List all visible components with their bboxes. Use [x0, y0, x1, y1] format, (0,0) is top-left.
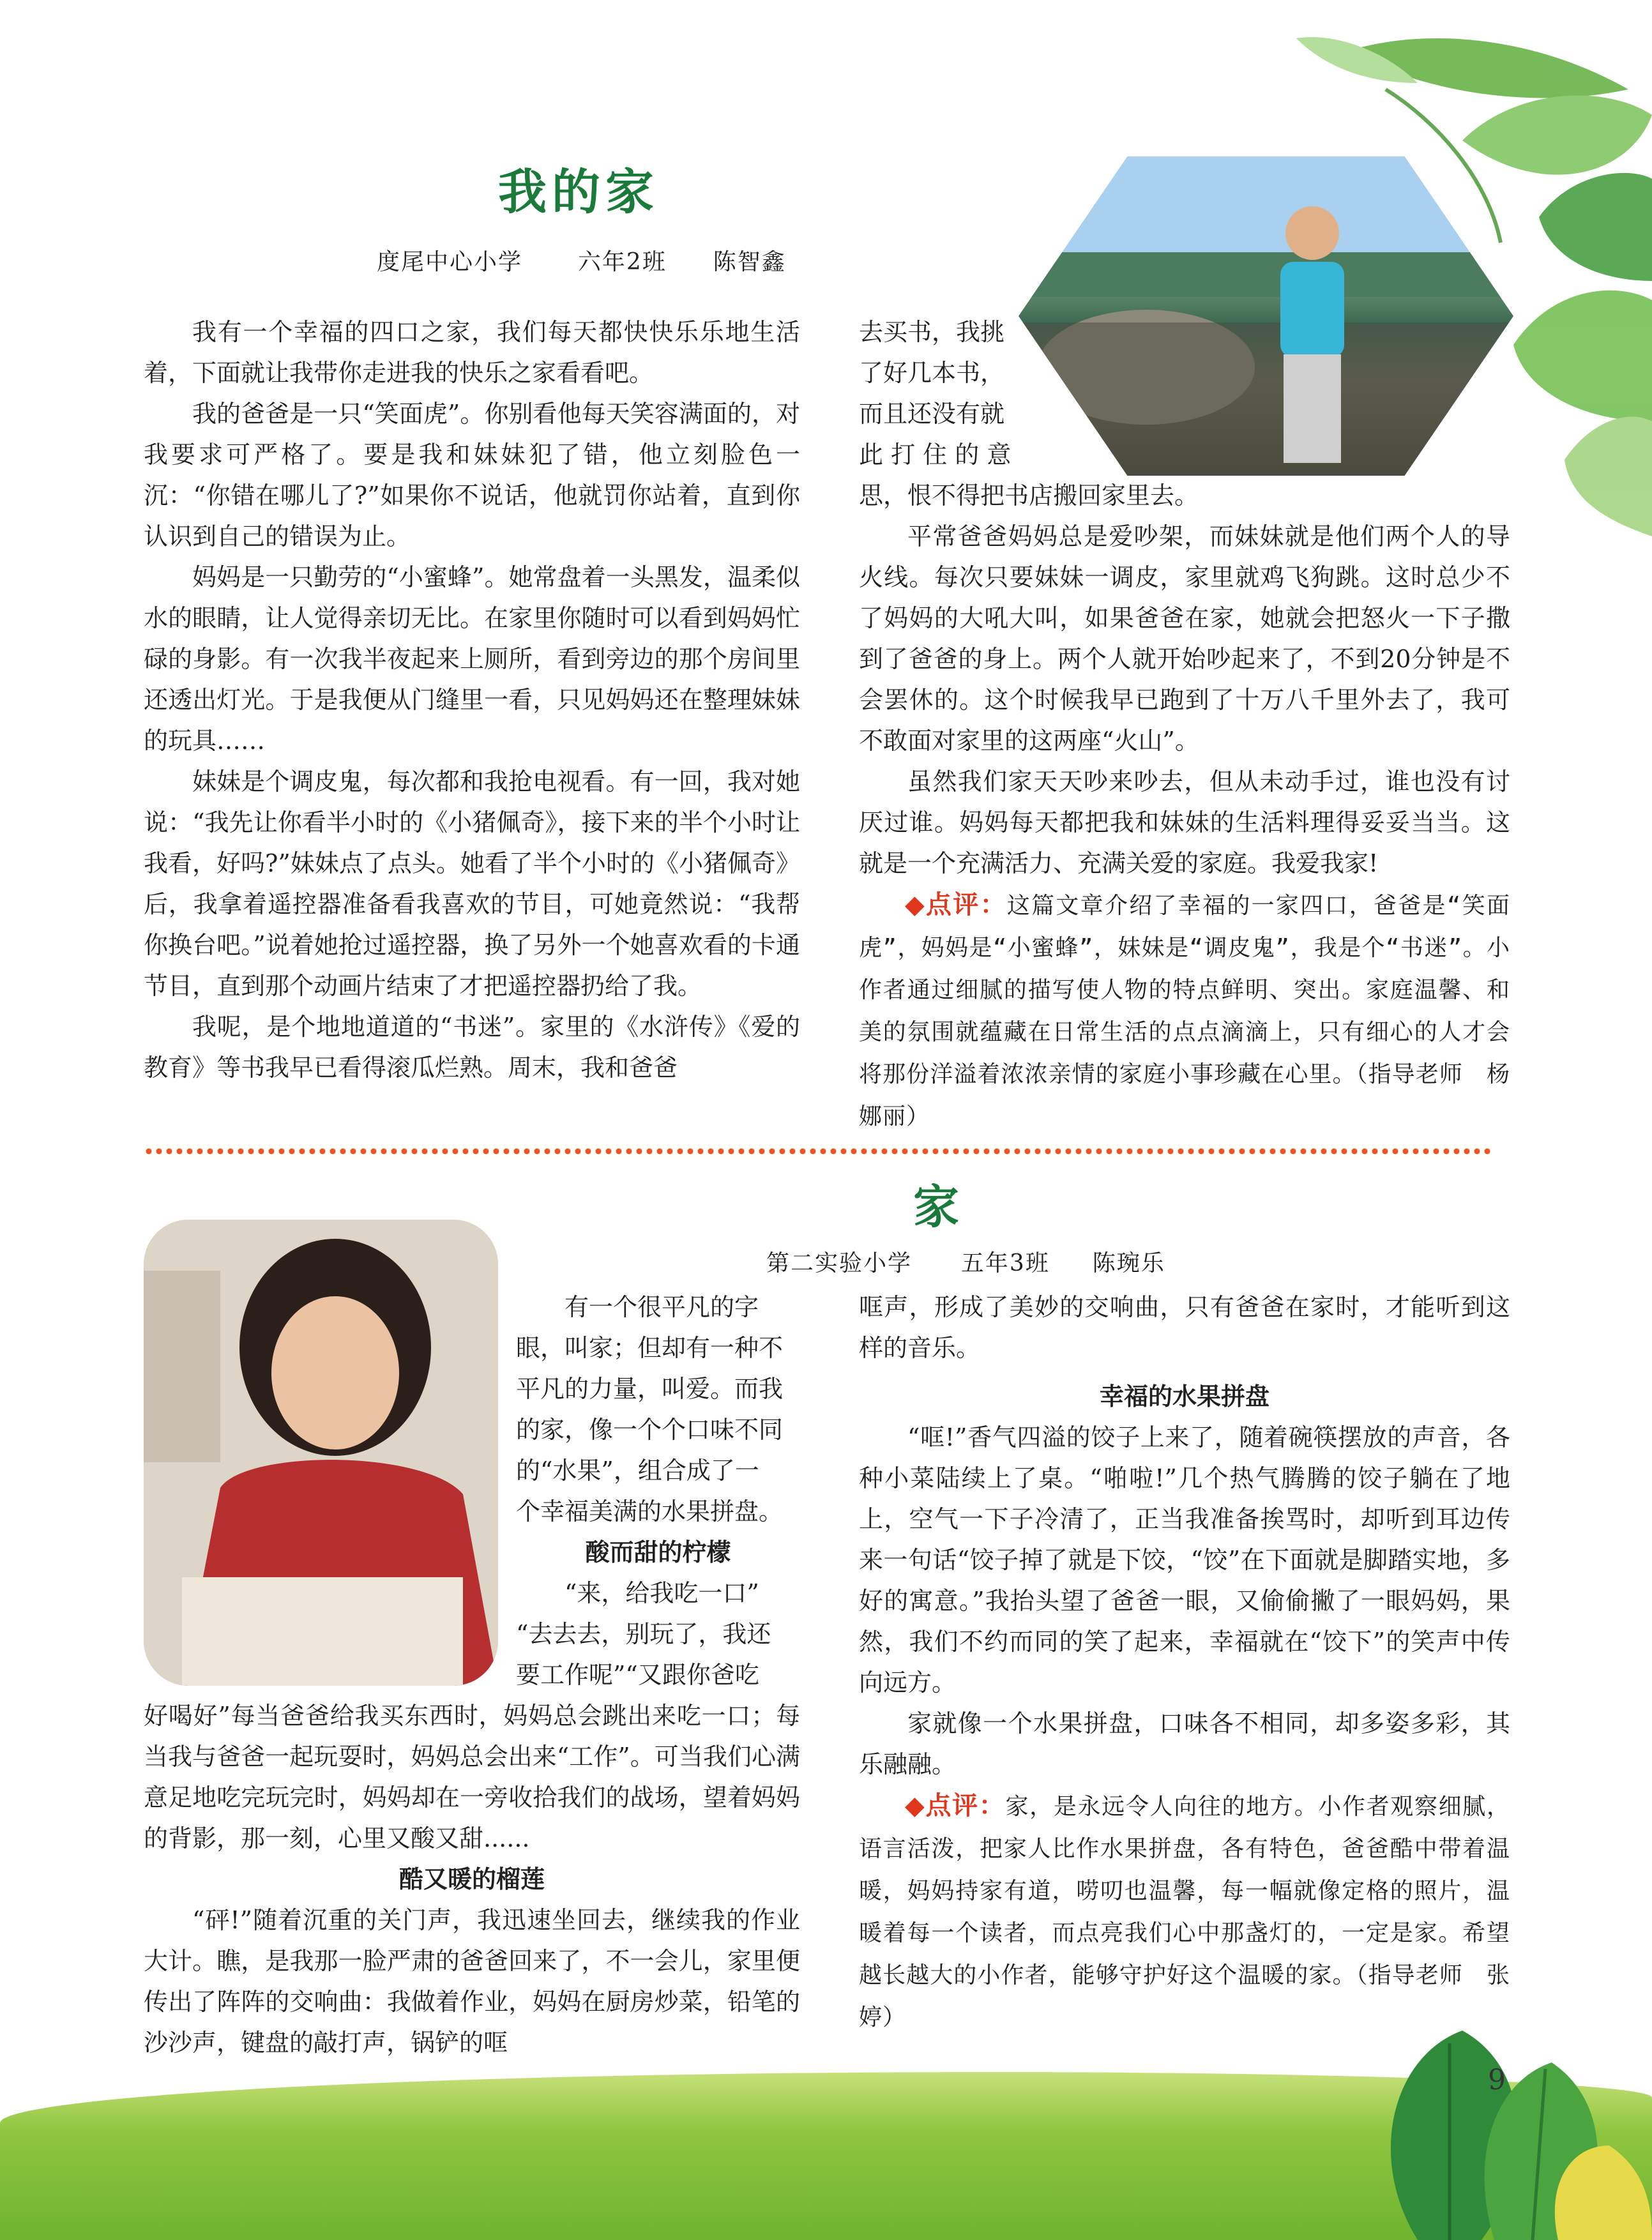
article2-paragraph: “砰!”随着沉重的关门声，我迅速坐回去，继续我的作业大计。瞧，是我那一脸严肃的爸爸回来了，不一会儿，家里便传出了阵阵的交响曲：我做着作业，妈妈在厨房炒菜，铅笔的沙沙声，键盘的敲打声，锅铲的哐 [144, 1906, 800, 2057]
article1-comment-label: ◆点评： [905, 890, 1007, 919]
article1-wrap-block [859, 312, 1038, 475]
article2-wrap-line: 个幸福美满的水果拼盘。 [516, 1497, 784, 1525]
article1-paragraph: 我有一个幸福的四口之家，我们每天都快快乐乐地生活着，下面就让我带你走进我的快乐之家看看吧。 [144, 318, 800, 387]
article2-wrap-line: 的“水果”，组合成了一 [516, 1457, 759, 1485]
article2-wrap-line: 眼，叫家；但却有一种不 [516, 1334, 784, 1362]
article1-wrap-line: 此 打 住 的 意 [859, 441, 1012, 469]
article1-paragraph: 妹妹是个调皮鬼，每次都和我抢电视看。有一回，我对她说：“我先让你看半小时的《小猪佩奇》，接下来的半个小时让我看，好吗?”妹妹点了点头。她看了半个小时的《小猪佩奇》后，我拿着遥控器准备看我喜欢的节目，可她竟然说：“我帮你换台吧。”说着她抢过遥控器，换了另外一个她喜欢看的卡通节目，直到那个动画片结束了才把遥控器扔给了我。 [144, 768, 800, 1000]
article1-paragraph: 我呢，是个地地道道的“书迷”。家里的《水浒传》《爱的教育》等书我早已看得滚瓜烂熟。周末，我和爸爸 [144, 1013, 800, 1082]
article1-author: 陈智鑫 [713, 249, 786, 275]
article2-title: 家 [913, 1179, 965, 1234]
article1-paragraph: 思，恨不得把书店搬回家里去。 [859, 481, 1199, 510]
article1-wrap-line: 去买书，我挑 [859, 318, 1005, 346]
article1-right-column [859, 312, 1510, 1138]
article2-comment-text: 家，是永远令人向往的地方。小作者观察细腻，语言活泼，把家人比作水果拼盘，各有特色，爸爸酷中带着温暖，妈妈持家有道，唠叨也温馨，每一幅就像定格的照片，温暖着每一个读者，而点亮我们心中那盏灯的，一定是家。希望越长越大的小作者，能够守护好这个温暖的家。（指导老师 张婷） [859, 1794, 1510, 2031]
article2-school: 第二实验小学 [766, 1250, 913, 1276]
article1-wrap-line: 而且还没有就 [859, 400, 1005, 428]
article2-left-column [144, 1287, 800, 2063]
article1-paragraph: 平常爸爸妈妈总是爱吵架，而妹妹就是他们两个人的导火线。每次只要妹妹一调皮，家里就鸡飞狗跳。这时总少不了妈妈的大吼大叫，如果爸爸在家，她就会把怒火一下子撒到了爸爸的身上。两个人就开始吵起来了，不到20分钟是不会罢休的。这个时候我早已跑到了十万八千里外去了，我可不敢面对家里的这两座“火山”。 [859, 522, 1510, 755]
article1-school: 度尾中心小学 [377, 249, 523, 275]
article1-class: 六年2班 [577, 249, 667, 275]
article2-author: 陈琬乐 [1092, 1250, 1165, 1276]
article2-class: 五年3班 [960, 1250, 1050, 1276]
article2-wrap-line: 有一个很平凡的字 [565, 1293, 759, 1321]
article2-comment-label: ◆点评： [905, 1791, 1006, 1820]
article2-subheading: 酷又暖的榴莲 [398, 1865, 545, 1893]
article2-wrap-line: 平凡的力量，叫爱。而我 [516, 1375, 784, 1403]
article1-paragraph: 我的爸爸是一只“笑面虎”。你别看他每天笑容满面的，对我要求可严格了。要是我和妹妹犯了错，他立刻脸色一沉：“你错在哪儿了?”如果你不说话，他就罚你站着，直到你认识到自己的错误为止。 [144, 400, 800, 550]
page-number: 9 [1488, 2064, 1506, 2096]
article1-title: 我的家 [498, 163, 659, 220]
article2-subheading: 酸而甜的柠檬 [585, 1538, 731, 1566]
article2-paragraph: 家就像一个水果拼盘，口味各不相同，却多姿多彩，其乐融融。 [859, 1709, 1510, 1778]
article1-comment [859, 884, 1510, 1138]
article2-wrap-line: 要工作呢”“又跟你爸吃 [516, 1661, 759, 1689]
article2-paragraph: 哐声，形成了美妙的交响曲，只有爸爸在家时，才能听到这样的音乐。 [859, 1293, 1510, 1362]
article2-paragraph: “哐!”香气四溢的饺子上来了，随着碗筷摆放的声音，各种小菜陆续上了桌。“啪啦!”几个热气腾腾的饺子躺在了地上，空气一下子冷清了，正当我准备挨骂时，却听到耳边传来一句话“饺子掉了就是下饺，“饺”在下面就是脚踏实地，多好的寓意。”我抬头望了爸爸一眼，又偷偷撇了一眼妈妈，果然，我们不约而同的笑了起来，幸福就在“饺下”的笑声中传向远方。 [859, 1423, 1510, 1697]
article1-comment-text: 这篇文章介绍了幸福的一家四口，爸爸是“笑面虎”，妈妈是“小蜜蜂”，妹妹是“调皮鬼”，我是个“书迷”。小作者通过细腻的描写使人物的特点鲜明、突出。家庭温馨、和美的氛围就蕴藏在日常生活的点点滴滴上，只有细心的人才会将那份洋溢着浓浓亲情的家庭小事珍藏在心里。（指导老师 杨娜丽） [859, 893, 1510, 1130]
article2-subheading: 幸福的水果拼盘 [1099, 1382, 1269, 1411]
section-divider [144, 1148, 1491, 1154]
article1-left-column [144, 312, 800, 1088]
article1-paragraph: 虽然我们家天天吵来吵去，但从未动手过，谁也没有讨厌过谁。妈妈每天都把我和妹妹的生活料理得妥妥当当。这就是一个充满活力、充满关爱的家庭。我爱我家! [859, 768, 1510, 877]
article2-paragraph: 好喝好”每当爸爸给我买东西时，妈妈总会跳出来吃一口；每当我与爸爸一起玩耍时，妈妈总会出来“工作”。可当我们心满意足地吃完玩完时，妈妈却在一旁收拾我们的战场，望着妈妈的背影，那一刻，心里又酸又甜...... [144, 1702, 800, 1852]
article1-byline [377, 244, 786, 276]
article2-wrap-line: “来，给我吃一口” [565, 1579, 759, 1607]
article1-wrap-line: 了好几本书， [859, 359, 1005, 387]
article2-wrap-line: 的家，像一个个口味不同 [516, 1416, 784, 1444]
article2-byline [766, 1245, 1165, 1278]
article1-paragraph: 妈妈是一只勤劳的“小蜜蜂”。她常盘着一头黑发，温柔似水的眼睛，让人觉得亲切无比。在家里你随时可以看到妈妈忙碌的身影。有一次我半夜起来上厕所，看到旁边的那个房间里还透出灯光。于是我便从门缝里一看，只见妈妈还在整理妹妹的玩具…… [144, 563, 800, 755]
article2-wrap-block [516, 1287, 800, 1695]
article2-wrap-line: “去去去，别玩了，我还 [516, 1620, 771, 1648]
